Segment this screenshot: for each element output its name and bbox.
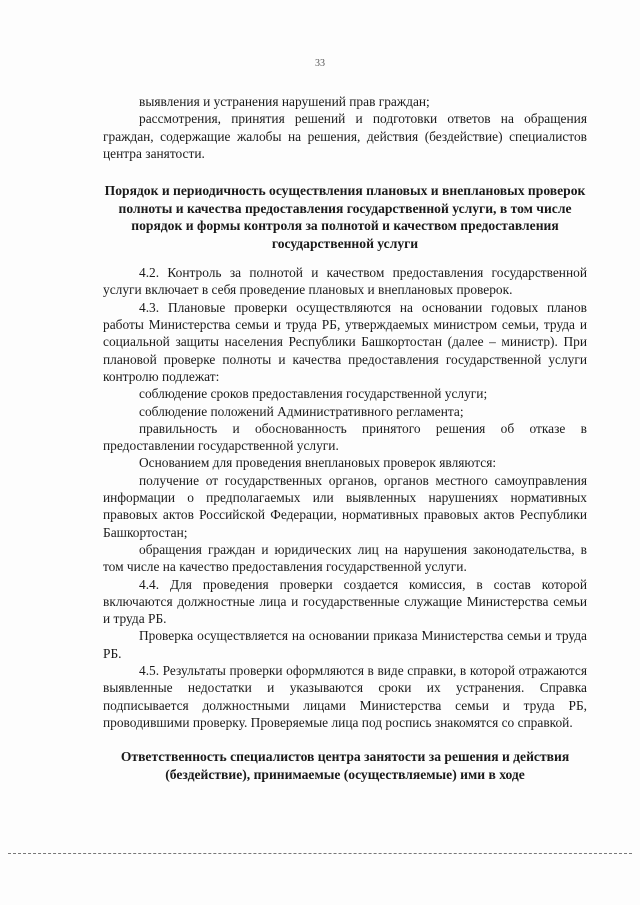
section-heading: Ответственность специалистов центра занятости за решения и действия (бездействие), принимаемые (осуществляемые) ими в ходе (120, 749, 570, 782)
paragraph: соблюдение сроков предоставления государственной услуги; (139, 386, 488, 402)
paragraph: соблюдение положений Административного регламента; (139, 403, 464, 419)
section-heading: Порядок и периодичность осуществления плановых и внеплановых проверок полноты и качества предоставления государственной услуги, в том числе порядок и формы контроля за полнотой и качеством предоставления государственной услуги (104, 183, 586, 251)
paragraph: выявления и устранения нарушений прав граждан; (139, 94, 430, 109)
page-bottom-border (8, 853, 632, 854)
paragraph: 4.5. Результаты проверки оформляются в виде справки, в которой отражаются выявленные недостатки и указываются сроки их устранения. Справка подписывается должностными лицами Министерства семьи и труда РБ, проводившими проверку. Проверяемые лица под роспись знакомятся со справкой. (103, 663, 587, 730)
paragraph: 4.3. Плановые проверки осуществляются на основании годовых планов работы Министерства семьи и труда РБ, утверждаемых министром семьи, труда и социальной защиты населения Республики Башкортостан (далее – министр). При плановой проверке полноты и качества предоставления государственной услуги контролю подлежат: (103, 299, 587, 384)
paragraph: Основанием для проведения внеплановых проверок являются: (139, 455, 497, 471)
paragraph: 4.2. Контроль за полнотой и качеством предоставления государственной услуги включает в себя проведение плановых и внеплановых проверок. (103, 265, 587, 298)
paragraph: 4.4. Для проведения проверки создается комиссия, в состав которой включаются должностные лица и государственные служащие Министерства семьи и труда РБ. (103, 576, 587, 627)
paragraph: получение от государственных органов, органов местного самоуправления информации о предполагаемых или выявленных нарушениях нормативных правовых актов Российской Федерации, нормативных правовых актов Республики Башкортостан; (103, 472, 587, 540)
paragraph: Проверка осуществляется на основании приказа Министерства семьи и труда РБ. (103, 628, 587, 661)
paragraph: рассмотрения, принятия решений и подготовки ответов на обращения граждан, содержащие жалобы на решения, действия (бездействие) специалистов центра занятости. (103, 111, 587, 161)
page-number: 33 (315, 58, 325, 69)
document-body (103, 93, 587, 783)
paragraph: правильность и обоснованность принятого решения об отказе в предоставлении государственной услуги. (103, 420, 587, 454)
paragraph: обращения граждан и юридических лиц на нарушения законодательства, в том числе на качество предоставления государственной услуги. (103, 541, 587, 575)
